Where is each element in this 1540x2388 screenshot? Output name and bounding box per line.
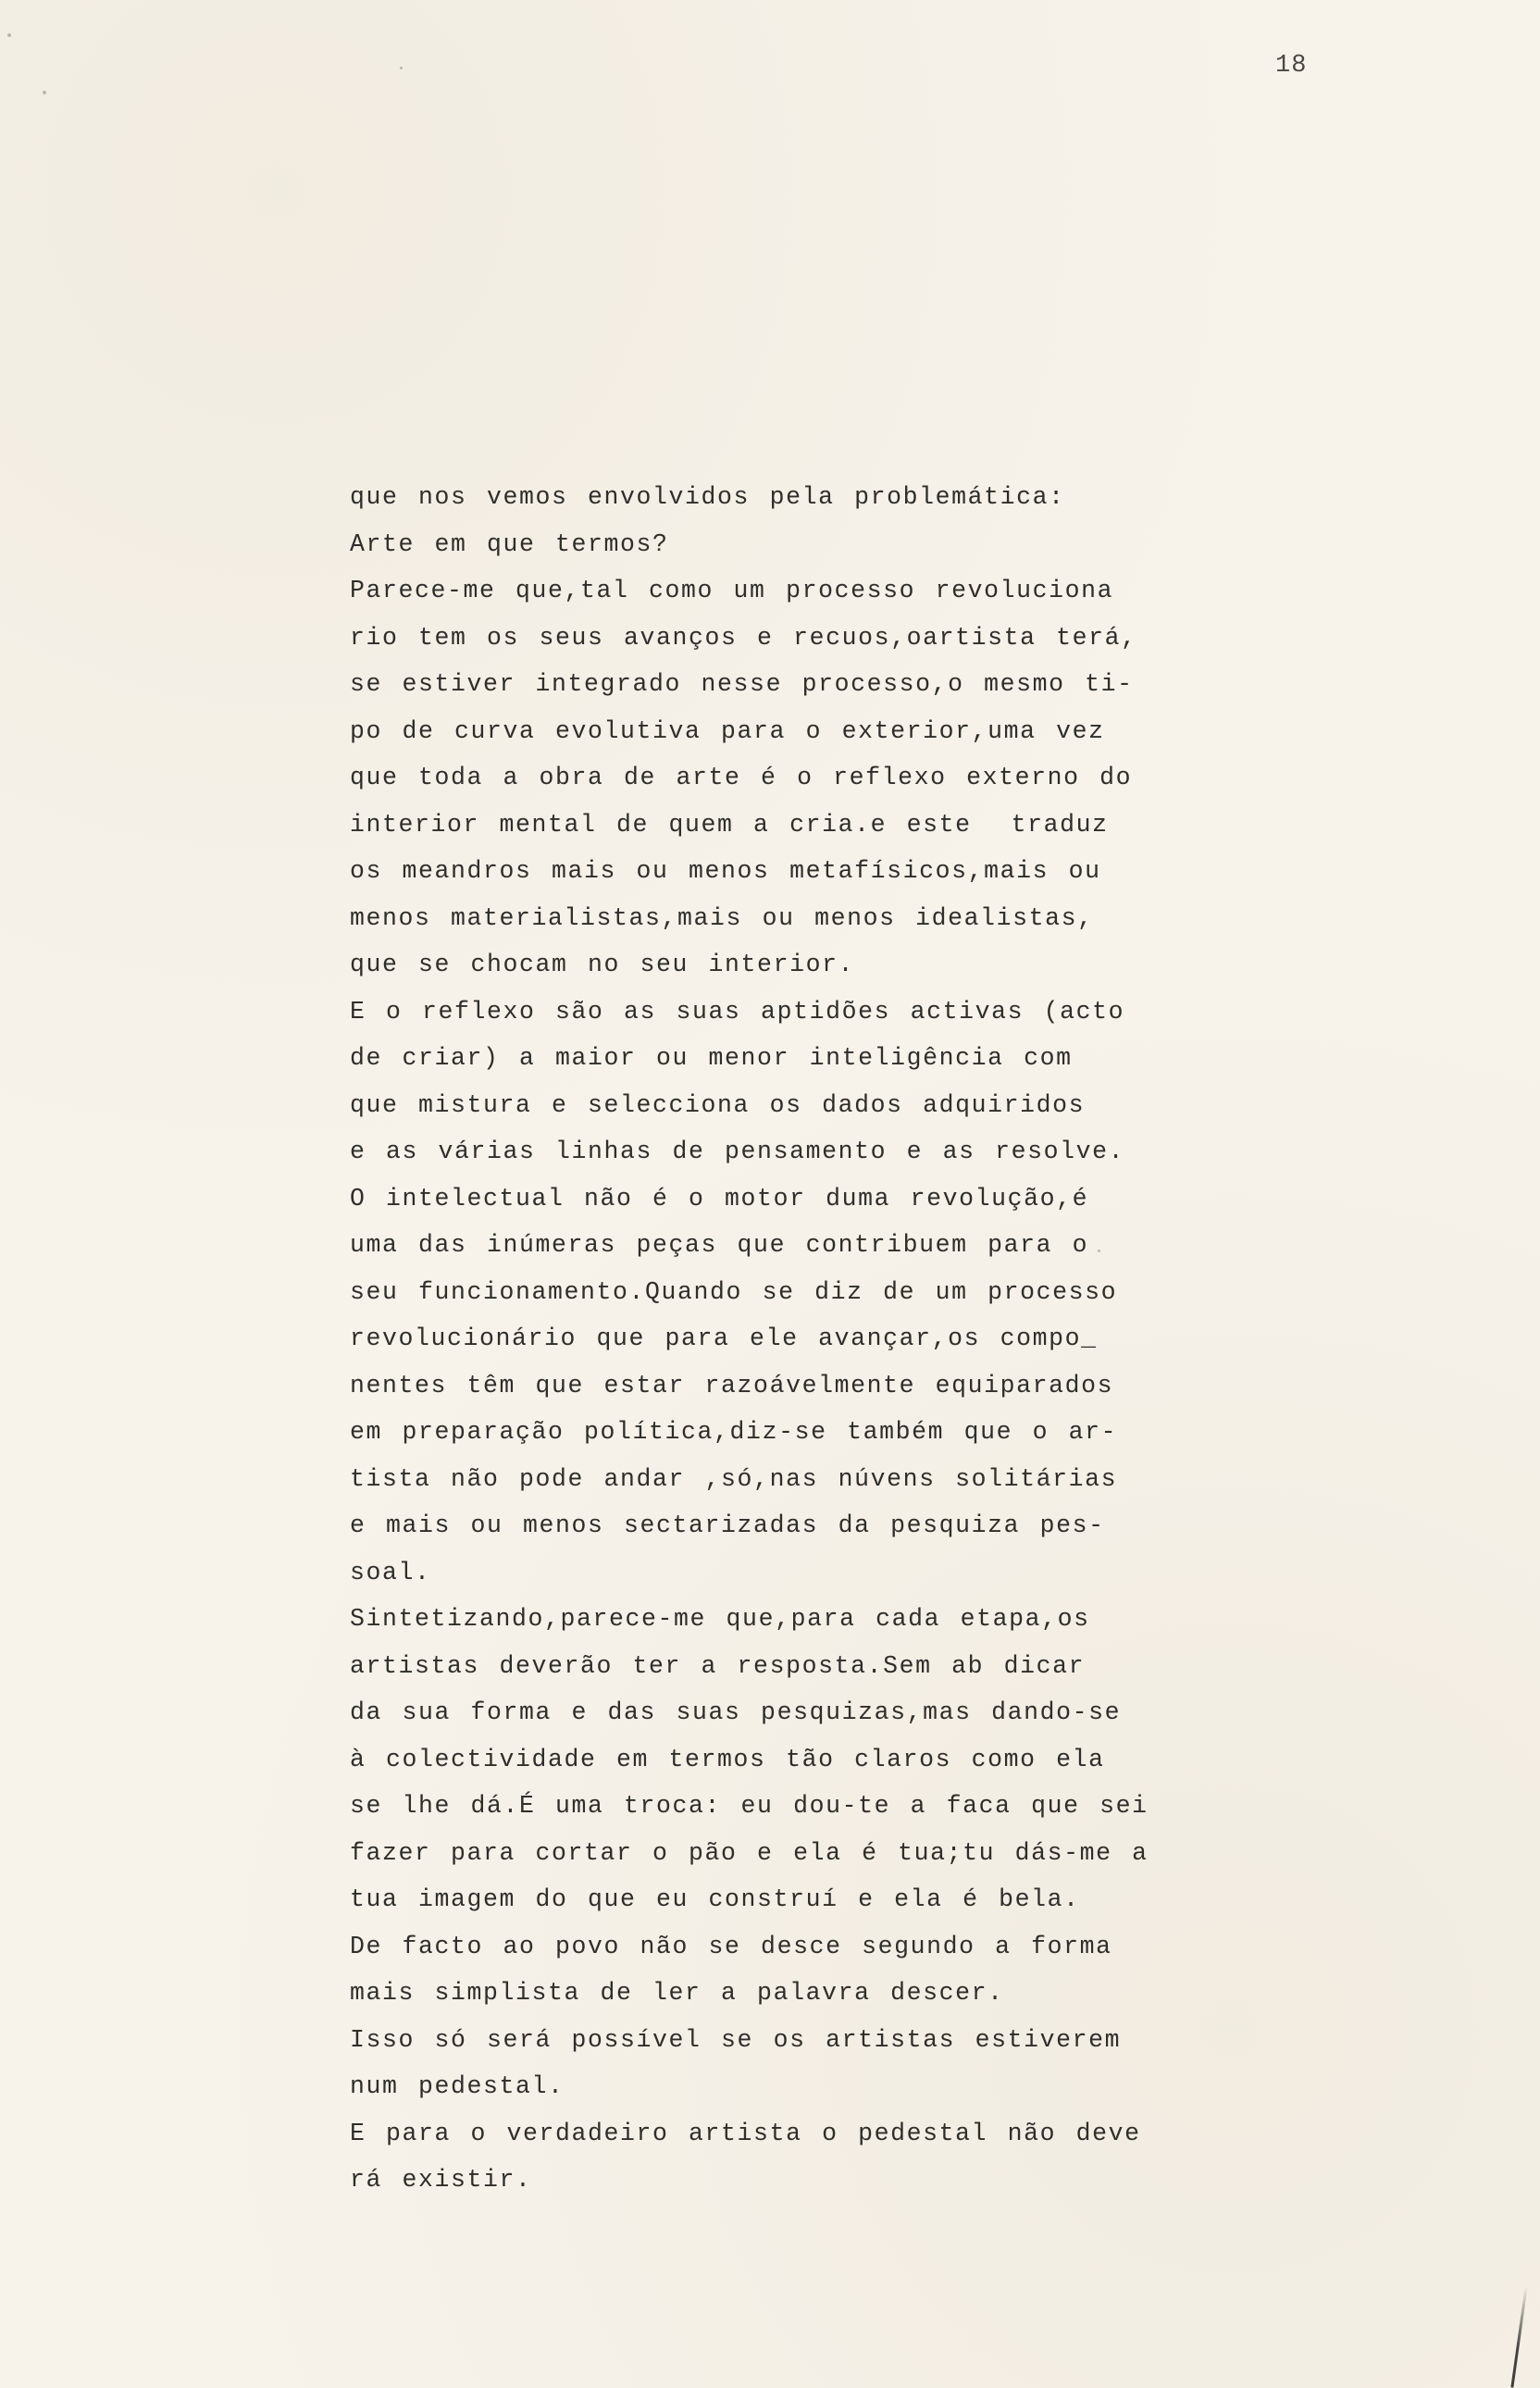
text-line: artistas deverão ter a resposta.Sem ab dicar [350,1651,1086,1680]
text-line: rá existir. [350,2166,532,2194]
text-line: se estiver integrado nesse processo,o mesmo ti- [350,670,1134,698]
text-line: fazer para cortar o pão e ela é tua;tu dás-me a [350,1838,1149,1867]
text-line: De facto ao povo não se desce segundo a forma [350,1932,1112,1960]
text-line: seu funcionamento.Quando se diz de um processo [350,1277,1118,1306]
text-line: que nos vemos envolvidos pela problemática: [350,483,1065,511]
text-line: à colectividade em termos tão claros como ela [350,1745,1105,1773]
text-line: revolucionário que para ele avançar,os compo_ [350,1325,1098,1352]
paper-speck [43,91,46,94]
text-line: menos materialistas,mais ou menos idealistas, [350,903,1094,932]
text-line: E para o verdadeiro artista o pedestal não deve [350,2119,1141,2147]
text-line: que toda a obra de arte é o reflexo externo do [350,764,1133,791]
paper-edge-mark [1510,2286,1527,2387]
text-line: tista não pode andar ,só,nas núvens solitárias [350,1464,1118,1493]
typed-text-body [350,474,1238,2204]
text-line: em preparação política,diz-se também que o ar- [350,1418,1118,1446]
text-line: da sua forma e das suas pesquizas,mas dando-se [350,1698,1122,1726]
paper-speck [400,67,403,69]
text-line: Isso só será possível se os artistas estiverem [350,2025,1122,2054]
text-line: tua imagem do que eu construí e ela é bela. [350,1885,1080,1913]
text-line: nentes têm que estar razoávelmente equiparados [350,1371,1114,1399]
text-line: mais simplista de ler a palavra descer. [350,1979,1004,2007]
text-line: e mais ou menos sectarizadas da pesquiza pes- [350,1511,1105,1539]
text-line: uma das inúmeras peças que contribuem para o [350,1231,1089,1259]
text-line: que mistura e selecciona os dados adquiridos [350,1090,1086,1119]
text-line: Arte em que termos? [350,529,669,558]
text-line: Sintetizando,parece-me que,para cada etapa,os [350,1605,1090,1633]
text-line: O intelectual não é o motor duma revolução,é [350,1184,1089,1213]
text-line: os meandros mais ou menos metafísicos,mais ou [350,857,1101,885]
text-line: E o reflexo são as suas aptidões activas (acto [350,997,1125,1026]
text-line: num pedestal. [350,2072,565,2100]
text-line: interior mental de quem a cria.e este traduz [350,810,1109,839]
text-line: Parece-me que,tal como um processo revoluciona [350,577,1114,604]
text-line: e as várias linhas de pensamento e as resolve. [350,1138,1125,1165]
text-line: de criar) a maior ou menor inteligência com [350,1044,1073,1072]
text-line: po de curva evolutiva para o exterior,uma vez [350,716,1105,745]
paper-speck [7,33,11,37]
text-line: se lhe dá.É uma troca: eu dou-te a faca que sei [350,1792,1149,1820]
text-line: rio tem os seus avanços e recuos,oartista terá, [350,623,1137,652]
text-line: soal. [350,1558,431,1586]
page-number: 18 [1275,52,1308,80]
text-line: que se chocam no seu interior. [350,951,855,978]
